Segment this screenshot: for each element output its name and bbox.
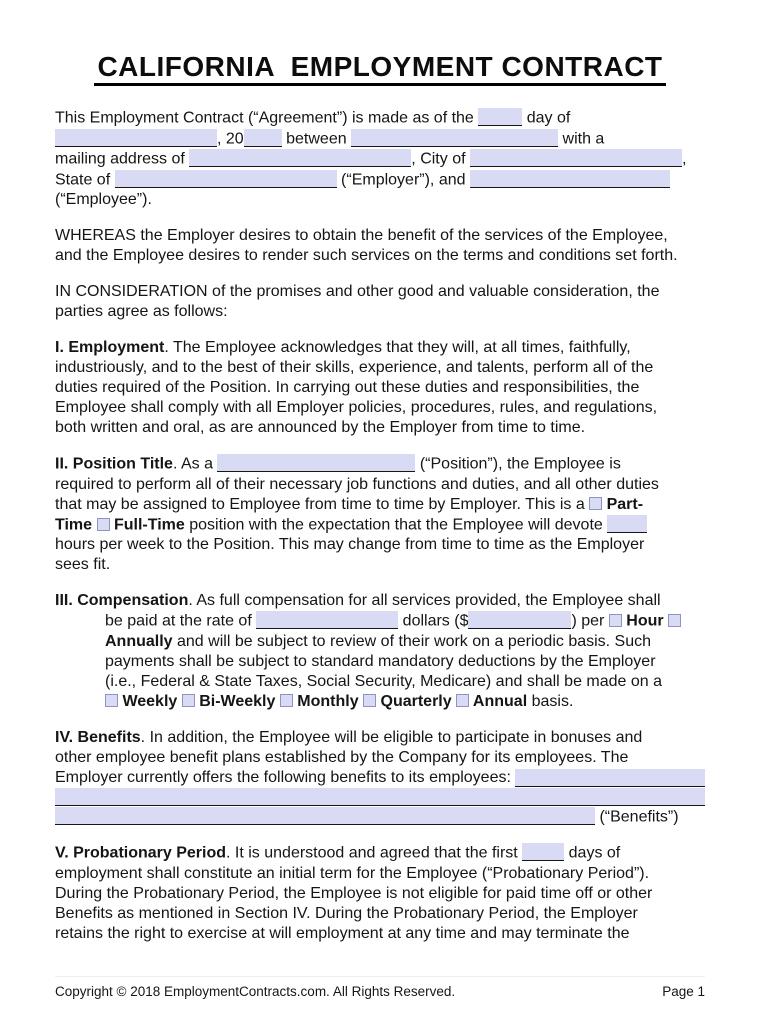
checkbox[interactable] <box>609 614 622 627</box>
text-line <box>55 515 705 536</box>
text-line <box>55 535 705 555</box>
blank-field[interactable] <box>256 611 398 629</box>
text-run: between <box>281 130 352 147</box>
text-run: Monthly <box>292 692 364 710</box>
text-line <box>55 843 705 864</box>
blank-field[interactable] <box>55 807 595 825</box>
text-run: State of <box>55 171 115 188</box>
blank-field[interactable] <box>244 129 282 147</box>
text-run: II. Position Title <box>55 455 173 473</box>
text-line <box>55 302 705 322</box>
text-line <box>55 924 705 944</box>
blank-field[interactable] <box>607 515 647 533</box>
text-line <box>55 170 705 191</box>
text-run: Annual <box>469 692 528 710</box>
page-number: Page 1 <box>662 984 705 999</box>
checkbox[interactable] <box>589 497 602 510</box>
blank-field[interactable] <box>217 454 415 472</box>
text-run: industriously, and to the best of their skills, experience, and talents, perform all of the <box>55 359 654 376</box>
section-employment <box>55 338 705 438</box>
text-line <box>55 884 705 904</box>
text-run: retains the right to exercise at will employment at any time and may terminate the <box>55 924 630 942</box>
text-line <box>55 788 705 807</box>
text-run: Employee shall comply with all Employer policies, procedures, rules, and regulations, <box>55 399 658 416</box>
text-run: parties agree as follows: <box>55 303 228 320</box>
whereas-clause <box>55 226 705 266</box>
checkbox[interactable] <box>280 694 293 707</box>
text-run: . As full compensation for all services provided, the Employee shall <box>188 592 661 609</box>
text-run: days of <box>564 844 621 862</box>
text-run: Part- <box>602 495 644 513</box>
text-run: During the Probationary Period, the Employee is not eligible for paid time off or other <box>55 884 653 902</box>
blank-field[interactable] <box>470 149 682 167</box>
text-run: (“Employer”), and <box>336 171 470 188</box>
text-line <box>55 226 705 246</box>
text-run: . In addition, the Employee will be eligible to participate in bonuses and <box>140 728 643 746</box>
text-line <box>55 652 705 672</box>
text-run: Weekly <box>118 692 182 710</box>
text-line <box>55 807 705 828</box>
text-line <box>55 398 705 418</box>
intro-paragraph <box>55 108 705 210</box>
text-line <box>55 108 705 129</box>
text-line <box>55 190 705 210</box>
text-run: with a <box>558 130 605 147</box>
text-run: V. Probationary Period <box>55 844 227 862</box>
text-run: duties required of the Position. In carrying out these duties and responsibilities, the <box>55 379 640 396</box>
text-run: (“Benefits”) <box>595 808 679 825</box>
text-run: IV. Benefits <box>55 728 141 746</box>
text-run: required to perform all of their necessary job functions and duties, and all other duties <box>55 475 659 493</box>
text-line <box>55 129 705 150</box>
text-line <box>55 768 705 788</box>
blank-field[interactable] <box>478 108 522 126</box>
text-line <box>55 728 705 748</box>
text-line <box>55 692 705 712</box>
blank-field[interactable] <box>351 129 558 147</box>
text-run: hours per week to the Position. This may change from time to time as the Employer <box>55 536 645 553</box>
text-run: ) per <box>571 612 609 630</box>
text-line <box>55 282 705 302</box>
consideration-clause <box>55 282 705 322</box>
text-line <box>55 418 705 438</box>
checkbox[interactable] <box>97 518 110 531</box>
text-run: and will be subject to review of their work on a periodic basis. Such <box>172 632 652 650</box>
text-run: (“Position”), the Employee is <box>415 455 621 473</box>
text-run: sees fit. <box>55 556 111 573</box>
text-line <box>55 495 705 515</box>
text-run: payments shall be subject to standard mandatory deductions by the Employer <box>105 652 656 670</box>
text-run: . The Employee acknowledges that they will, at all times, faithfully, <box>164 339 631 356</box>
text-run: , <box>681 150 687 168</box>
blank-field[interactable] <box>522 843 564 861</box>
blank-field[interactable] <box>55 129 217 147</box>
text-line <box>55 454 705 475</box>
text-run: Hour <box>621 612 669 630</box>
text-line <box>55 149 705 170</box>
document-title: CALIFORNIA EMPLOYMENT CONTRACT <box>94 50 665 86</box>
text-run: dollars ($ <box>398 612 469 630</box>
text-run: This Employment Contract (“Agreement”) is made as of the <box>55 109 479 127</box>
text-run: day of <box>522 109 571 127</box>
blank-field[interactable] <box>515 769 705 787</box>
text-line <box>55 358 705 378</box>
text-run: both written and oral, as are announced by the Employer from time to time. <box>55 419 586 436</box>
blank-field[interactable] <box>468 611 571 629</box>
text-run: I. Employment <box>55 339 165 356</box>
page-footer <box>55 984 705 1000</box>
text-run: Time <box>55 516 97 533</box>
text-run: that may be assigned to Employee from time to time by Employer. This is a <box>55 495 590 513</box>
footer-divider <box>55 976 705 977</box>
text-line <box>55 864 705 884</box>
text-run: be paid at the rate of <box>105 612 257 630</box>
section-probationary-period <box>55 843 705 944</box>
text-run: . As a <box>172 455 218 473</box>
section-position-title <box>55 454 705 575</box>
text-run: position with the expectation that the Employee will devote <box>184 516 608 533</box>
text-run: other employee benefit plans established by the Company for its employees. The <box>55 748 629 766</box>
checkbox[interactable] <box>105 694 118 707</box>
text-run: (i.e., Federal & State Taxes, Social Security, Medicare) and shall be made on a <box>105 672 663 690</box>
text-line <box>55 338 705 358</box>
text-run: (“Employee”). <box>55 191 152 208</box>
text-line <box>55 672 705 692</box>
text-line <box>55 748 705 768</box>
text-line <box>55 611 705 632</box>
text-run: Benefits as mentioned in Section IV. During the Probationary Period, the Employer <box>55 904 638 922</box>
text-run: IN CONSIDERATION of the promises and other good and valuable consideration, the <box>55 283 660 300</box>
checkbox[interactable] <box>363 694 376 707</box>
text-run: , 20 <box>217 130 244 147</box>
text-line <box>55 591 705 611</box>
checkbox[interactable] <box>182 694 195 707</box>
text-run: Full-Time <box>109 516 185 533</box>
text-line <box>55 632 705 652</box>
text-run: employment shall constitute an initial term for the Employee (“Probationary Period”). <box>55 864 650 882</box>
text-run: III. Compensation <box>55 592 189 609</box>
section-compensation <box>55 591 705 712</box>
copyright-text: Copyright © 2018 EmploymentContracts.com. All Rights Reserved. <box>55 984 456 999</box>
text-run: Annually <box>105 632 173 650</box>
text-run: mailing address of <box>55 150 190 168</box>
text-run: Quarterly <box>376 692 457 710</box>
blank-field[interactable] <box>55 788 705 806</box>
text-line <box>55 378 705 398</box>
text-run: . It is understood and agreed that the first <box>226 844 523 862</box>
text-run: and the Employee desires to render such services on the terms and conditions set forth. <box>55 247 678 264</box>
text-run: Bi-Weekly <box>194 692 280 710</box>
text-run: basis. <box>527 692 574 710</box>
blank-field[interactable] <box>470 170 670 188</box>
text-line <box>55 904 705 924</box>
text-line <box>55 475 705 495</box>
text-run: Employer currently offers the following benefits to its employees: <box>55 768 516 786</box>
blank-field[interactable] <box>115 170 337 188</box>
title-wrap <box>55 50 705 86</box>
section-benefits <box>55 728 705 828</box>
text-line <box>55 555 705 575</box>
text-run: , City of <box>411 150 470 168</box>
text-run: WHEREAS the Employer desires to obtain the benefit of the services of the Employee, <box>55 227 668 244</box>
text-line <box>55 246 705 266</box>
checkbox[interactable] <box>456 694 469 707</box>
blank-field[interactable] <box>189 149 411 167</box>
checkbox[interactable] <box>668 614 681 627</box>
